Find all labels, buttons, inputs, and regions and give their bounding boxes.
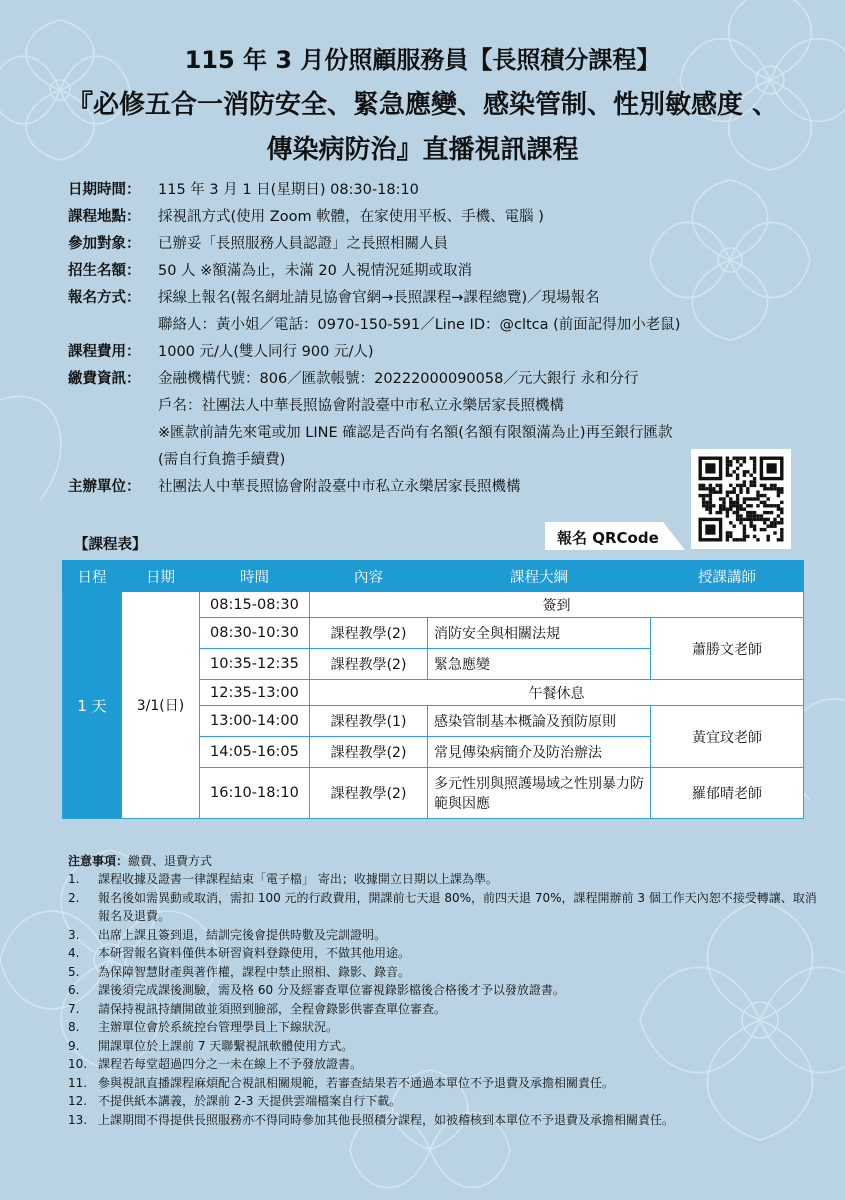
time-cell: 08:15-08:30 [200, 592, 310, 618]
instructor-cell: 羅郁晴老師 [651, 768, 804, 819]
account-name: 戶名：社團法人中華長照協會附設臺中市私立永樂居家長照機構 [158, 398, 564, 414]
content-cell: 課程教學(2) [310, 737, 428, 768]
payment-label: 繳費資訊： [68, 371, 141, 387]
list-item: 13. 上課期間不得提供長照服務亦不得同時參加其他長照積分課程，如被稽核到本單位不予退費及承擔相關責任。 [68, 1112, 675, 1127]
title-line-1: 115 年 3 月份照顧服務員【長照積分課程】 [184, 46, 661, 74]
payment-note-2: (需自行負擔手續費) [158, 452, 286, 468]
schedule-table [62, 560, 804, 819]
info-account-name [68, 391, 808, 418]
info-payment [68, 364, 808, 391]
contact-value: 聯絡人：黃小姐／電話：0970-150-591／Line ID：@cltca (前面記得加小老鼠) [158, 317, 681, 333]
day-cell: 1 天 [63, 592, 122, 819]
list-item: 3. 出席上課且簽到退，結訓完後會提供時數及完訓證明。 [68, 927, 387, 942]
outline-cell: 緊急應變 [428, 649, 651, 680]
time-cell: 14:05-16:05 [200, 737, 310, 768]
content-cell: 課程教學(2) [310, 768, 428, 819]
header-outline: 課程大綱 [428, 561, 651, 592]
outline-cell: 常見傳染病簡介及防治辦法 [428, 737, 651, 768]
time-cell: 08:30-10:30 [200, 618, 310, 649]
header-content: 內容 [310, 561, 428, 592]
time-cell: 13:00-14:00 [200, 706, 310, 737]
qr-label: 報名 QRCode [557, 529, 659, 547]
audience-label: 參加對象： [68, 236, 141, 252]
header-date: 日期 [122, 561, 200, 592]
info-contact [68, 310, 808, 337]
date-cell: 3/1(日) [122, 592, 200, 819]
list-item: 7. 請保持視訊持續開啟並須照到臉部，全程會錄影供審查單位審查。 [68, 1001, 447, 1016]
table-header-row [63, 561, 804, 592]
outline-cell: 多元性別與照護場域之性別暴力防範與因應 [428, 768, 651, 819]
list-item: 6. 課後須完成課後測驗，需及格 60 分及經審查單位審視錄影檔後合格後才予以發放證書。 [68, 983, 565, 997]
title-line-3: 傳染病防治』直播視訊課程 [266, 135, 579, 165]
schedule-title: 【課程表】 [74, 537, 147, 553]
header-day: 日程 [63, 561, 122, 592]
audience-value: 已辦妥「長照服務人員認證」之長照相關人員 [158, 236, 448, 252]
quota-label: 招生名額： [68, 263, 141, 279]
info-audience [68, 229, 808, 256]
list-item: 11. 參與視訊直播課程麻煩配合視訊相關規範，若審查結果若不通過本單位不予退費及承擔相關責任。 [68, 1075, 615, 1090]
time-cell: 12:35-13:00 [200, 680, 310, 706]
outline-cell: 消防安全與相關法規 [428, 618, 651, 649]
payment-note: ※匯款前請先來電或加 LINE 確認是否尚有名額(名額有限額滿為止)再至銀行匯款 [158, 425, 673, 441]
location-label: 課程地點： [68, 209, 141, 225]
instructor-cell: 黃宜玟老師 [651, 706, 804, 768]
date-label: 日期時間： [68, 182, 141, 198]
date-value: 115 年 3 月 1 日(星期日) 08:30-18:10 [158, 182, 419, 198]
title-line-2: 『必修五合一消防安全、緊急應變、感染管制、性別敏感度 、 [66, 90, 779, 120]
instructor-cell: 蕭勝文老師 [651, 618, 804, 680]
content-cell: 課程教學(2) [310, 649, 428, 680]
outline-cell: 感染管制基本概論及預防原則 [428, 706, 651, 737]
table-row [63, 592, 804, 618]
time-cell: 16:10-18:10 [200, 768, 310, 819]
fee-value: 1000 元/人(雙人同行 900 元/人) [158, 344, 374, 360]
info-fee [68, 337, 808, 364]
content-cell: 課程教學(2) [310, 618, 428, 649]
notes-section [68, 852, 818, 1129]
notes-label: 注意事項： [68, 854, 129, 868]
list-item: 10. 課程若每堂超過四分之一未在線上不予發放證書。 [68, 1057, 363, 1071]
payment-value: 金融機構代號：806／匯款帳號：20222000090058／元大銀行 永和分行 [158, 371, 639, 387]
list-item: 12. 不提供紙本講義，於課前 2-3 天提供雲端檔案自行下載。 [68, 1094, 402, 1108]
header-instructor: 授課講師 [651, 561, 804, 592]
time-cell: 10:35-12:35 [200, 649, 310, 680]
lunch-cell: 午餐休息 [310, 680, 804, 706]
header-time: 時間 [200, 561, 310, 592]
info-date [68, 175, 808, 202]
quota-value: 50 人 ※額滿為止，未滿 20 人視情況延期或取消 [158, 263, 472, 279]
checkin-cell: 簽到 [310, 592, 804, 618]
info-quota [68, 256, 808, 283]
signup-value: 採線上報名(報名網址請見協會官網→長照課程→課程總覽)／現場報名 [158, 290, 600, 306]
notes-heading [68, 852, 818, 870]
list-item: 8. 主辦單位會於系統控台管理學員上下線狀況。 [68, 1020, 339, 1034]
info-location [68, 202, 808, 229]
qr-label-tag [545, 522, 685, 550]
organizer-value: 社團法人中華長照協會附設臺中市私立永樂居家長照機構 [158, 479, 521, 495]
list-item: 1. 課程收據及證書一律課程結束「電子檔」 寄出；收據開立日期以上課為準。 [68, 872, 498, 886]
organizer-label: 主辦單位： [68, 479, 141, 495]
signup-label: 報名方式： [68, 290, 141, 306]
notes-label-value: 繳費、退費方式 [128, 854, 213, 868]
info-payment-note [68, 418, 808, 445]
info-signup [68, 283, 808, 310]
list-item: 4. 本研習報名資料僅供本研習資料登錄使用，不做其他用途。 [68, 946, 411, 960]
content-cell: 課程教學(1) [310, 706, 428, 737]
location-value: 採視訊方式(使用 Zoom 軟體，在家使用平板、手機、電腦 ) [158, 209, 544, 225]
fee-label: 課程費用： [68, 344, 141, 360]
qr-code-icon[interactable] [691, 449, 791, 549]
list-item: 5. 為保障智慧財產與著作權，課程中禁止照相、錄影、錄音。 [68, 964, 411, 979]
list-item: 2. 報名後如需異動或取消，需扣 100 元的行政費用，開課前七天退 80%，前四天退 70%，課程開辦前 3 個工作天內恕不接受轉讓、取消報名及退費。 [68, 890, 817, 923]
list-item: 9. 開課單位於上課前 7 天聯繫視訊軟體使用方式。 [68, 1038, 354, 1053]
